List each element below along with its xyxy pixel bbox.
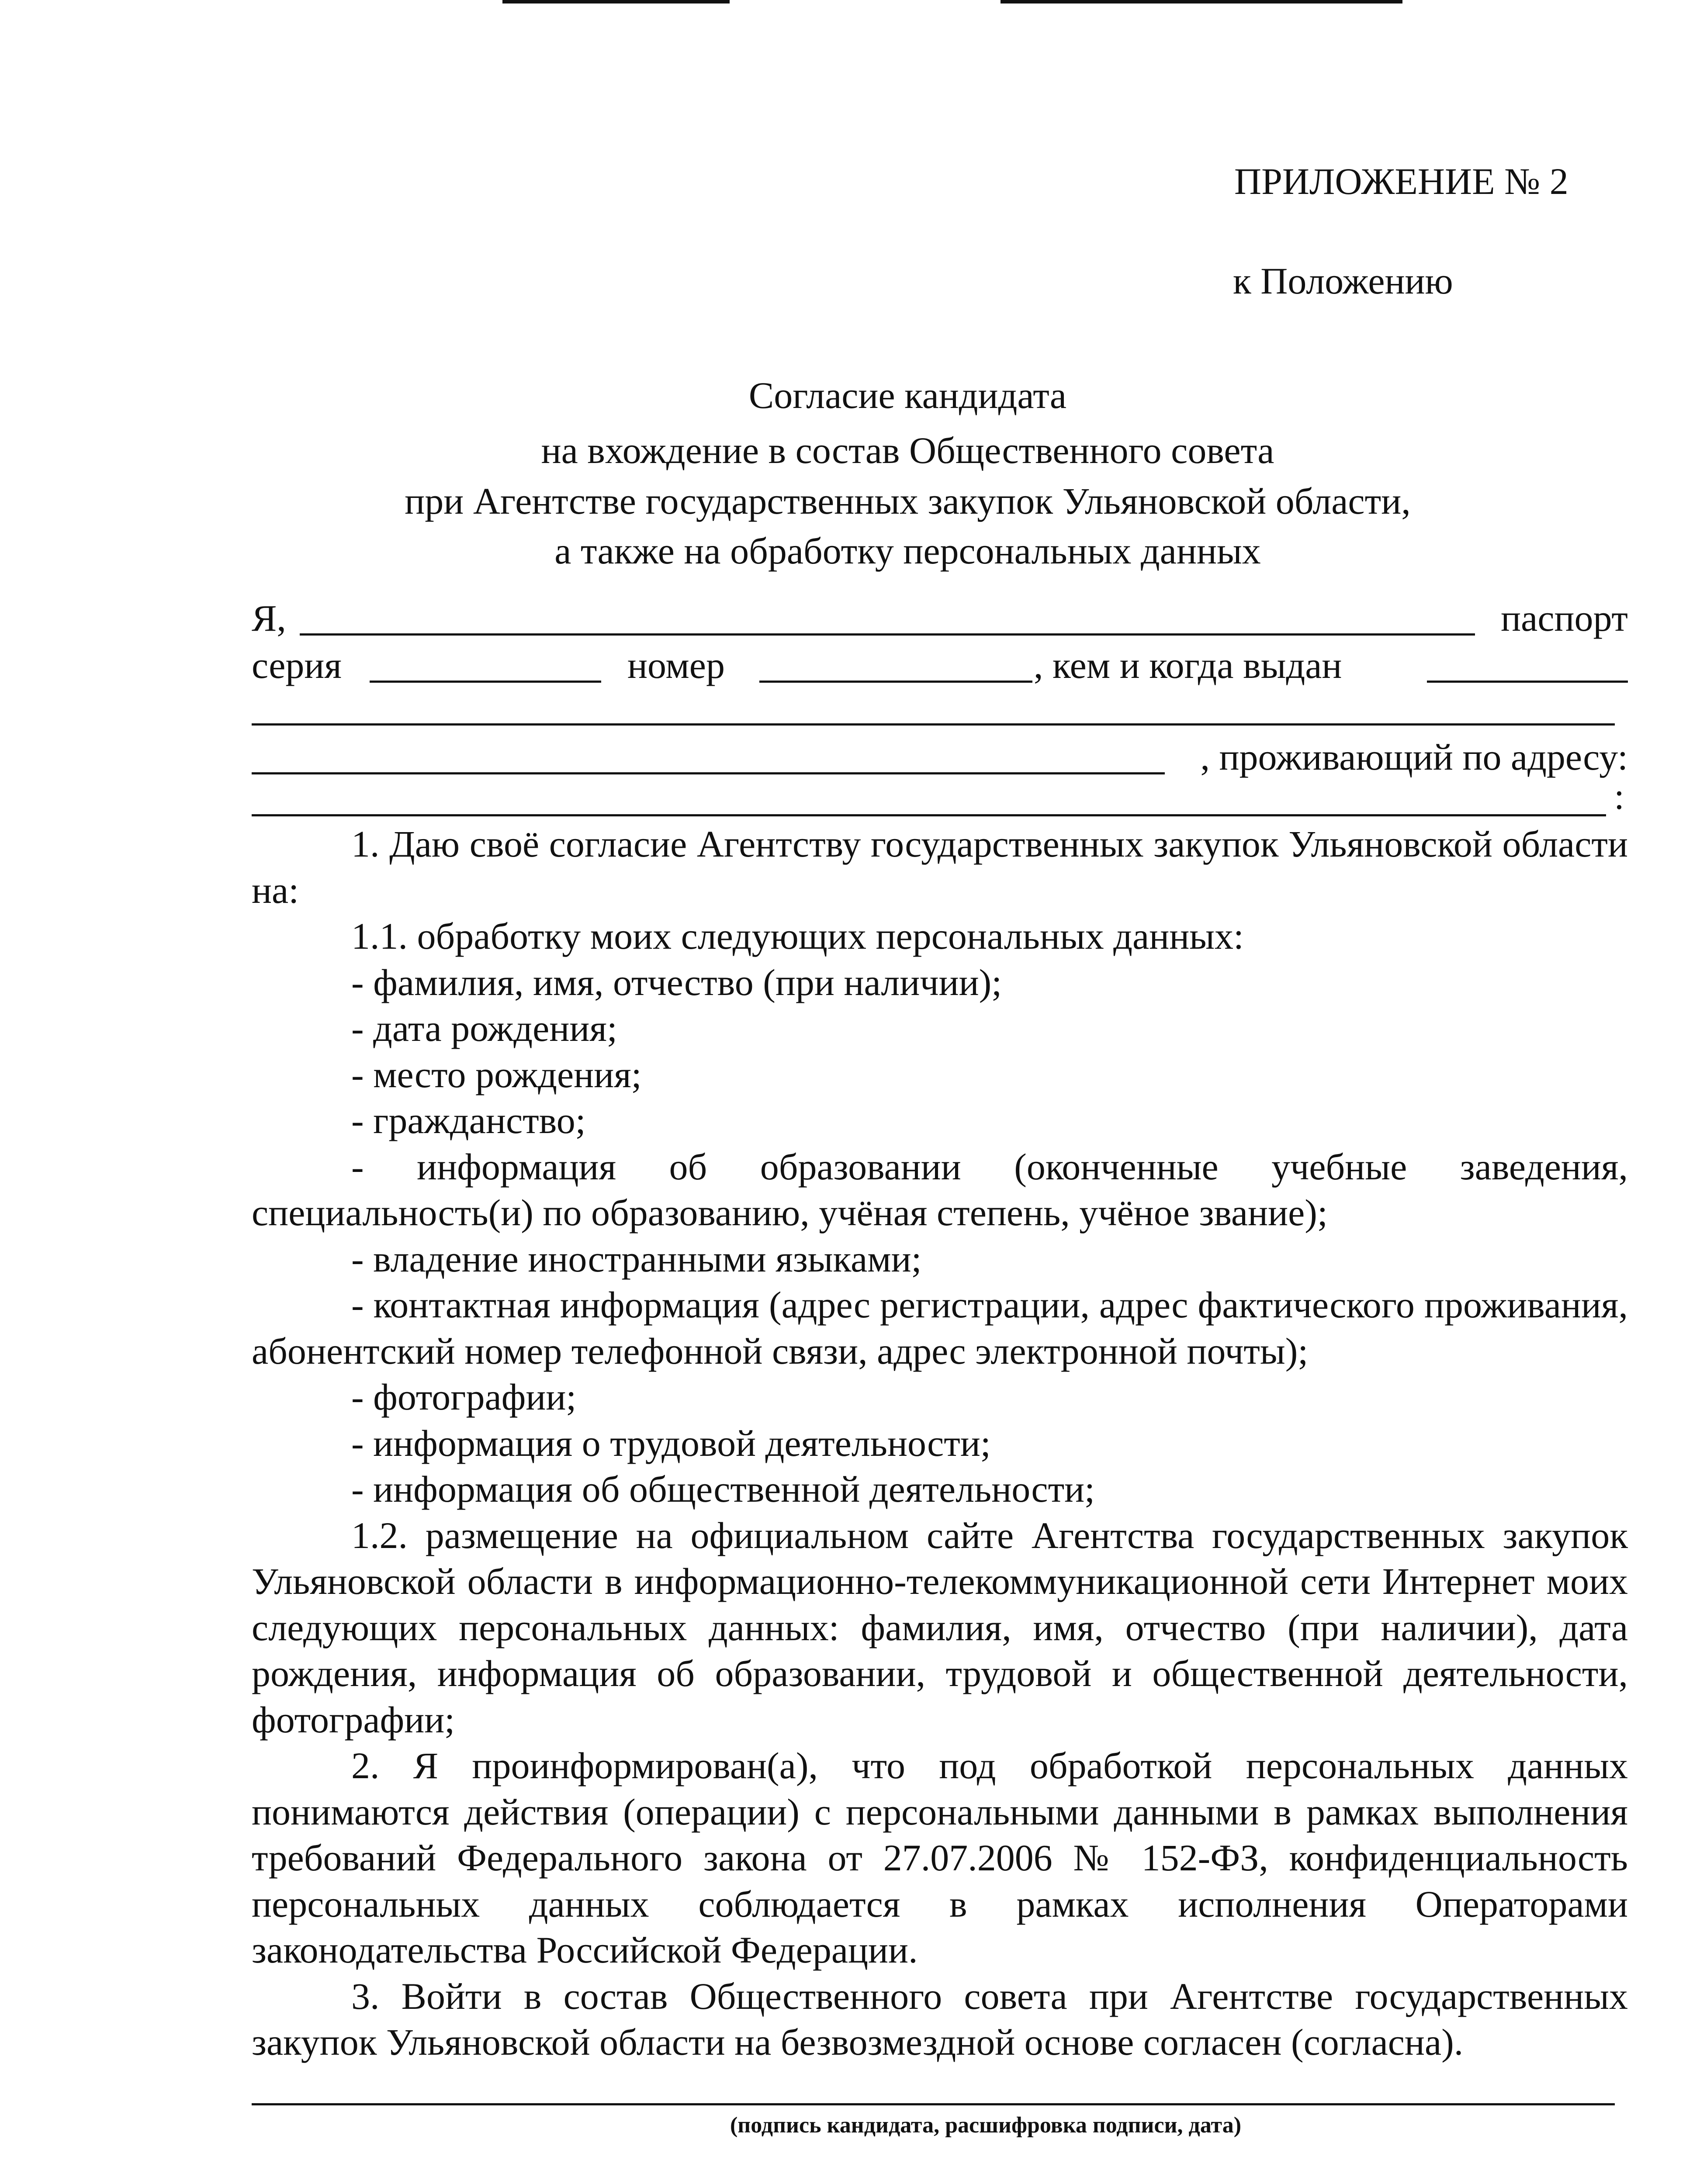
signature-field[interactable]: [252, 2103, 1615, 2105]
item-birth-place: - место рождения;: [351, 1053, 642, 1095]
scan-edge-top-left: [502, 0, 730, 3]
scan-edge-top-right: [1001, 0, 1402, 3]
name-prefix: Я,: [252, 597, 286, 639]
issued-continuation-field-2[interactable]: [252, 772, 1165, 774]
title-line-4: а также на обработку персональных данных: [554, 530, 1261, 572]
issued-continuation-field[interactable]: [252, 723, 1615, 726]
item-citizenship: - гражданство;: [351, 1099, 586, 1141]
name-field[interactable]: [300, 633, 1475, 636]
item-education: - информация об образовании (оконченные учебные заведения, специальность(и) по образованию, учёная степень, учёное звание);: [252, 1145, 1628, 1234]
clause-1-1: 1.1. обработку моих следующих персональных данных:: [351, 915, 1244, 957]
form-row-address: [252, 738, 1628, 786]
form-row-passport: [252, 646, 1628, 695]
address-field[interactable]: [252, 814, 1606, 816]
item-public-activity: - информация об общественной деятельности;: [351, 1468, 1095, 1510]
clause-1-2: 1.2. размещение на официальном сайте Агентства государственных закупок Ульяновской области в информационно-телекоммуникационной сети Интернет моих следующих персональных данных: фамилия, имя, отчество (при наличии), дата рождения, информация об образовании, трудовой и общественной деятельности, фотографии;: [252, 1514, 1628, 1741]
consent-body: [252, 821, 1628, 2066]
item-birth-date: - дата рождения;: [351, 1007, 617, 1049]
clause-1: 1. Даю своё согласие Агентству государственных закупок Ульяновской области на:: [252, 823, 1628, 911]
item-full-name: - фамилия, имя, отчество (при наличии);: [351, 961, 1002, 1003]
to-regulation-label: к Положению: [1233, 260, 1453, 302]
title-line-3: при Агентстве государственных закупок Ульяновской области,: [405, 480, 1411, 522]
issued-label: , кем и когда выдан: [1034, 644, 1342, 686]
form-row-name: [252, 599, 1628, 647]
item-contacts: - контактная информация (адрес регистрации, адрес фактического проживания, абонентский номер телефонной связи, адрес электронной почты);: [252, 1284, 1628, 1372]
clause-2: 2. Я проинформирован(а), что под обработкой персональных данных понимаются действия (операции) с персональными данными в рамках выполнения требований Федерального закона от 27.07.2006 № 152-ФЗ, конфиденциальность персональных данных соблюдается в рамках исполнения Операторами законодательства Российской Федерации.: [252, 1745, 1628, 1971]
series-label: серия: [252, 644, 342, 686]
appendix-heading: ПРИЛОЖЕНИЕ № 2: [1234, 160, 1568, 202]
item-work: - информация о трудовой деятельности;: [351, 1422, 991, 1464]
clause-3: 3. Войти в состав Общественного совета при Агентстве государственных закупок Ульяновской области на безвозмездной основе согласен (согласна).: [252, 1975, 1628, 2063]
title-line-2: на вхождение в состав Общественного совета: [541, 429, 1274, 471]
item-languages: - владение иностранными языками;: [351, 1237, 922, 1280]
title-line-1: Согласие кандидата: [748, 374, 1067, 416]
address-colon: :: [1614, 775, 1624, 817]
issued-field[interactable]: [1427, 681, 1628, 683]
series-field[interactable]: [370, 681, 601, 683]
number-label: номер: [627, 644, 725, 686]
address-label: , проживающий по адресу:: [1200, 736, 1628, 778]
item-photos: - фотографии;: [351, 1376, 577, 1418]
number-field[interactable]: [759, 681, 1032, 683]
signature-caption: (подпись кандидата, расшифровка подписи, дата): [730, 2113, 1242, 2138]
passport-label: паспорт: [1501, 597, 1628, 639]
